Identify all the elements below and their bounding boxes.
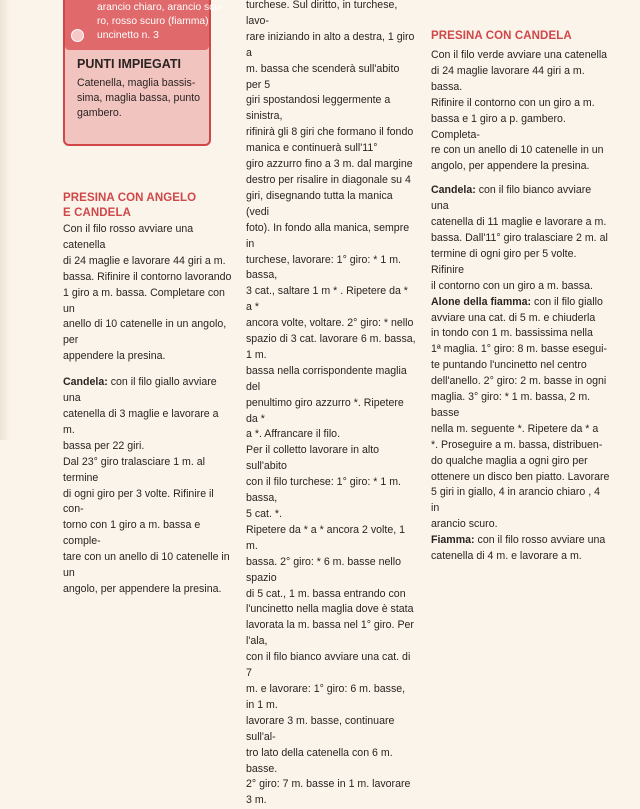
yarn-line: ro, rosso scuro (fiamma)	[97, 16, 209, 27]
text-line: bassa. Dall'11° giro tralasciare 2 m. al	[431, 231, 608, 244]
section-heading: PRESINA CON CANDELA	[431, 30, 572, 42]
text-run: con il filo giallo avviare una	[63, 376, 217, 405]
text-line: l'uncinetto nella maglia dove è stata	[246, 603, 414, 616]
text-line: catenella di 11 maglie e lavorare a m.	[431, 216, 607, 229]
text-line: destro per risalire in diagonale su 4	[246, 173, 411, 186]
paragraph	[431, 183, 611, 565]
text-line: 5 cat. *.	[246, 508, 282, 520]
right-column	[431, 28, 611, 565]
text-line: bassa nella corrispondente maglia del	[246, 364, 407, 393]
text-line: lavorata la m. bassa nel 1° giro. Per l'ala,	[246, 619, 414, 648]
text-line: nella m. seguente *. Ripetere da * a	[431, 422, 599, 435]
text-line: 1 giro a m. bassa. Completare con un	[63, 286, 225, 315]
stitches-line: gambero.	[77, 107, 122, 119]
text-line: foto). In fondo alla manica, sempre in	[246, 221, 410, 250]
text-line: di ogni giro per 3 volte. Rifinire il con-	[63, 487, 214, 516]
text-line	[431, 533, 611, 549]
bullet-dot-icon	[71, 29, 84, 42]
text-line: 5 giri in giallo, 4 in arancio chiaro , 4 in	[431, 486, 601, 515]
text-line: torno con 1 giro a m. bassa e comple-	[63, 519, 201, 548]
text-line: maglia. 3° giro: * 1 m. bassa, 2 m. basse	[431, 391, 591, 419]
text-line: Per il colletto lavorare in alto sull'abito	[246, 444, 380, 473]
text-line: m. e lavorare: 1° giro: 6 m. basse, in 1 m.	[246, 682, 406, 711]
text-line: Dal 23° giro tralasciare 1 m. al termine	[63, 455, 206, 484]
stitches-line: sima, maglia bassa, punto	[77, 92, 201, 104]
text-line: m. bassa che scenderà sull'abito per 5	[246, 62, 400, 91]
text-line: angolo, per appendere la presina.	[431, 160, 590, 173]
page-gutter-shadow	[0, 0, 10, 440]
text-line: avviare una cat. di 5 m. e chiuderla	[431, 311, 596, 324]
text-line: a *. Affrancare il filo.	[246, 428, 341, 441]
label-candela: Candela:	[431, 184, 476, 197]
text-line: rifinirà gli 8 giri che formano il fondo	[246, 126, 414, 139]
text-line: il contorno con un giro a m. bassa.	[431, 279, 593, 292]
text-line: bassa e 1 giro a p. gambero. Completa-	[431, 112, 566, 141]
text-line: Con il filo verde avviare una catenella	[431, 49, 608, 61]
hook-size: uncinetto n. 3	[97, 30, 159, 41]
paragraph	[63, 222, 233, 365]
text-line: bassa. 2° giro: * 6 m. basse nello spazio	[246, 555, 401, 584]
text-line: te puntando l'uncinetto nel centro	[431, 359, 587, 372]
text-line: bassa per 22 giri.	[63, 439, 145, 452]
text-line: angolo, per appendere la presina.	[63, 582, 222, 595]
text-line: do qualche maglia a ogni giro per	[431, 454, 588, 467]
text-line	[63, 375, 233, 407]
text-line: di 5 cat., 1 m. bassa entrando con	[246, 587, 406, 600]
stitches-line: Catenella, maglia bassis-	[77, 77, 196, 89]
yarn-line: arancio chiaro, arancio scu-	[97, 2, 224, 13]
text-line: 2° giro: 7 m. basse in 1 m. lavorare 3 m.	[246, 778, 411, 807]
stitches-title: PUNTI IMPIEGATI	[77, 57, 181, 71]
text-line: di 24 maglie lavorare 44 giri a m. bassa.	[431, 64, 585, 93]
text-line: tare con un anello di 10 catenelle in un	[63, 551, 230, 580]
text-line: con il filo bianco avviare una cat. di 7	[246, 651, 411, 680]
text-line: catenella di 3 maglie e lavorare a m.	[63, 407, 219, 436]
text-line: giri spostandosi leggermente a sinistra,	[246, 94, 391, 123]
text-line: ancora volte, voltare. 2° giro: * nello	[246, 317, 414, 330]
text-line: giri, disegnando tutta la manica (vedi	[246, 189, 393, 218]
text-line: con il filo turchese: 1° giro: * 1 m. bassa,	[246, 476, 401, 505]
text-line: Rifinire il contorno con un giro a m.	[431, 96, 595, 109]
text-run: con il filo giallo	[531, 295, 603, 308]
heading-line: E CANDELA	[63, 207, 131, 219]
text-line: appendere la presina.	[63, 350, 166, 363]
text-line: rare iniziando in alto a destra, 1 giro a	[246, 30, 415, 59]
middle-column	[246, 0, 416, 809]
text-line: Con il filo rosso avviare una catenella	[63, 223, 194, 251]
stitches-section	[77, 54, 205, 121]
text-line: di 24 maglie e lavorare 44 giri a m.	[63, 254, 226, 267]
text-line: turchese, lavorare: 1° giro: * 1 m. bassa,	[246, 253, 401, 282]
text-line: Ripetere da * a * ancora 2 volte, 1 m.	[246, 523, 406, 552]
text-line: turchese. Sul diritto, in turchese, lavo-	[246, 0, 398, 27]
text-line: dell'anello. 2° giro: 2 m. basse in ogni	[431, 375, 607, 388]
section-heading	[63, 190, 233, 221]
left-column	[63, 190, 233, 598]
text-line: termine di ogni giro per 5 volte. Rifinire	[431, 247, 577, 276]
text-line: in tondo con 1 m. bassissima nella	[431, 327, 593, 340]
text-line: ottenere un disco ben piatto. Lavorare	[431, 470, 610, 483]
label-fiamma: Fiamma:	[431, 534, 475, 547]
text-line: tro lato della catenella con 6 m. basse.	[246, 746, 393, 775]
text-run: con il filo bianco avviare una	[431, 184, 592, 213]
text-line: manica e continuerà sull'11°	[246, 142, 378, 155]
text-line	[431, 183, 611, 215]
label-candela: Candela:	[63, 376, 108, 389]
text-line: catenella di 4 m. e lavorare a m.	[431, 550, 582, 563]
text-line: *. Proseguire a m. bassa, distribuen-	[431, 438, 603, 451]
text-line: re con un anello di 10 catenelle in un	[431, 144, 604, 157]
text-line: lavorare 3 m. basse, continuare sull'al-	[246, 714, 395, 743]
yarn-colors-panel	[65, 0, 224, 50]
text-line: giro azzurro fino a 3 m. dal margine	[246, 158, 413, 171]
text-line: spazio di 3 cat. lavorare 6 m. bassa, 1 m.	[246, 333, 416, 361]
text-line: 1ª maglia. 1° giro: 8 m. basse esegui-	[431, 343, 607, 356]
text-line: anello di 10 catenelle in un angolo, per	[63, 318, 227, 347]
text-line: bassa. Rifinire il contorno lavorando	[63, 270, 232, 283]
paragraph	[63, 375, 233, 598]
text-line: arancio scuro.	[431, 518, 498, 531]
text-line	[431, 295, 611, 311]
text-run: con il filo rosso avviare una	[474, 534, 606, 547]
materials-box	[63, 0, 224, 146]
label-alone-fiamma: Alone della fiamma:	[431, 295, 532, 308]
heading-line: PRESINA CON ANGELO	[63, 192, 197, 204]
text-line: penultimo giro azzurro *. Ripetere da *	[246, 396, 404, 425]
text-line: 3 cat., saltare 1 m * . Ripetere da * a *	[246, 285, 408, 314]
paragraph	[431, 48, 611, 175]
